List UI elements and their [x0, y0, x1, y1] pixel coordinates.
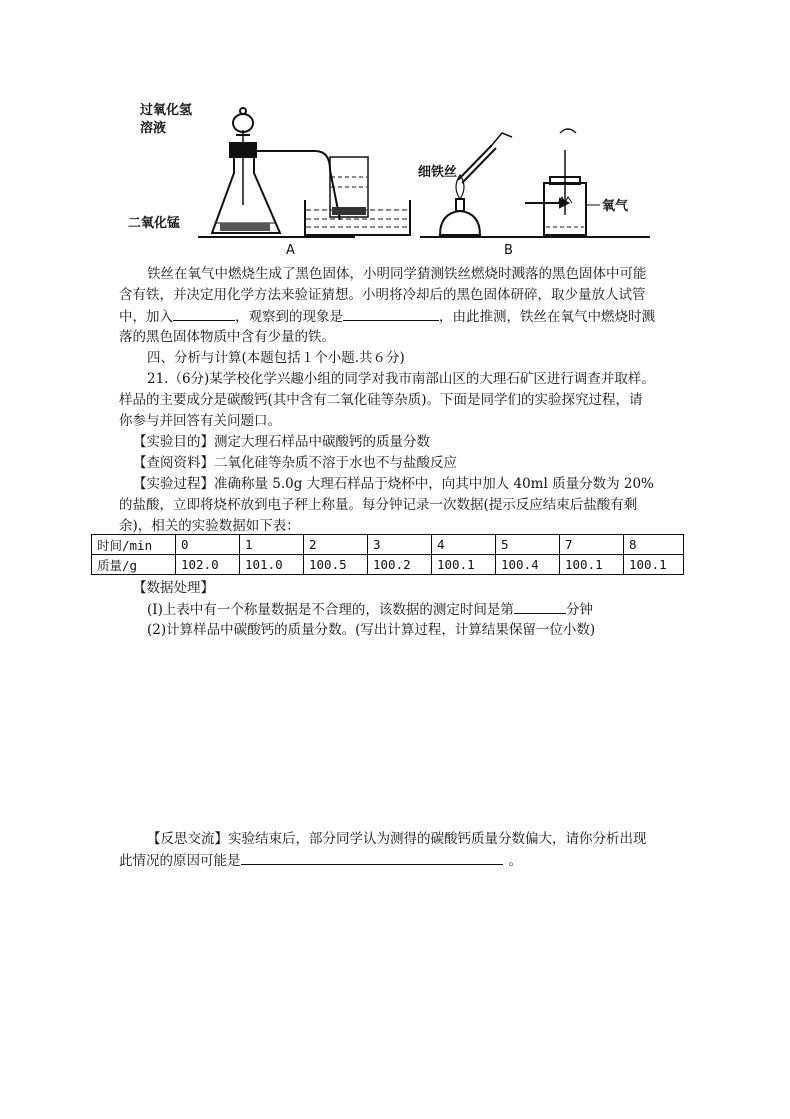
process-line-2: 的盐酸，立即将烧杯放到电子秤上称量。每分钟记录一次数据(提示反应结束后盐酸有剩 — [119, 497, 638, 513]
reflection-line-2a: 此情况的原因可能是 — [119, 853, 241, 869]
phenomenon-blank[interactable] — [343, 306, 439, 321]
process-line-1: 【实验过程】准确称量 5.0g 大理石样品于烧杯中，向其中加人 40ml 质量分数为 20% — [133, 476, 654, 492]
question-1a: (I)上表中有一个称量数据是不合理的，该数据的测定时间是第 — [147, 602, 514, 618]
label-h2o2: 过氧化氢 — [140, 103, 193, 118]
iron-line-4: 落的黑色固体物质中含有少量的铁。 — [119, 329, 335, 345]
figure-apparatus — [128, 95, 680, 260]
reason-blank[interactable] — [241, 850, 503, 865]
table-cell: 100.4 — [496, 555, 560, 575]
reference: 【查阅资料】二氧化硅等杂质不溶于水也不与盐酸反应 — [133, 455, 457, 471]
table-cell: 5 — [496, 535, 560, 555]
minute-blank[interactable] — [514, 599, 566, 614]
table-header-time: 时间/min — [92, 535, 176, 555]
reflection-line-1: 【反思交流】实验结束后，部分同学认为测得的碳酸钙质量分数偏大，请你分析出现 — [147, 831, 647, 847]
table-header-mass: 质量/g — [92, 555, 176, 575]
table-cell: 100.5 — [304, 555, 368, 575]
question-1 — [147, 599, 593, 621]
iron-line-3b: ，观察到的现象是 — [235, 309, 343, 325]
table-cell: 100.1 — [432, 555, 496, 575]
apparatus-drawing — [140, 95, 680, 260]
table-cell: 1 — [240, 535, 304, 555]
section-heading: 四、分析与计算(本题包括１个小题.共６分) — [147, 350, 405, 366]
iron-line-3a: 中，加入 — [119, 309, 173, 325]
q21-line-1: 21.（6分)某学校化学兴趣小组的同学对我市南部山区的大理石矿区进行调查并取样。 — [147, 371, 655, 387]
iron-line-2: 含有铁，并决定用化学方法来验证猜想。小明将冷却后的黑色固体研碎，取少量放人试管 — [119, 287, 646, 303]
table-row-mass — [92, 555, 684, 575]
reflection-line-2 — [119, 850, 522, 872]
label-oxygen: 氧气 — [602, 199, 629, 214]
iron-line-3 — [119, 306, 655, 328]
label-iron-wire: 细铁丝 — [418, 165, 458, 180]
table-cell: 0 — [176, 535, 240, 555]
label-a: A — [286, 243, 295, 258]
table-row-time — [92, 535, 684, 555]
purpose: 【实验目的】测定大理石样品中碳酸钙的质量分数 — [133, 434, 430, 450]
table-cell: 102.0 — [176, 555, 240, 575]
reagent-blank[interactable] — [173, 306, 235, 321]
data-table — [91, 534, 684, 575]
iron-line-3c: ，由此推测，铁丝在氧气中燃烧时溅 — [439, 309, 655, 325]
data-processing-heading: 【数据处理】 — [133, 580, 214, 596]
table-cell: 100.2 — [368, 555, 432, 575]
table-cell: 101.0 — [240, 555, 304, 575]
question-2: (2)计算样品中碳酸钙的质量分数。(写出计算过程，计算结果保留一位小数) — [147, 622, 596, 638]
process-line-3: 余)，相关的实验数据如下表： — [119, 518, 300, 534]
table-cell: 100.1 — [624, 555, 684, 575]
table-cell: 100.1 — [560, 555, 624, 575]
label-solution: 溶液 — [140, 121, 167, 136]
table-cell: 8 — [624, 535, 684, 555]
label-mno2: 二氧化锰 — [128, 216, 181, 231]
reflection-line-2b: 。 — [508, 853, 522, 869]
q21-line-2: 样品的主要成分是碳酸钙(其中含有二氧化硅等杂质)。下面是同学们的实验探究过程，请 — [119, 392, 643, 408]
table-cell: 3 — [368, 535, 432, 555]
table-cell: 4 — [432, 535, 496, 555]
question-1b: 分钟 — [565, 602, 593, 618]
table-cell: 2 — [304, 535, 368, 555]
iron-line-1: 铁丝在氧气中燃烧生成了黑色固体，小明同学猜测铁丝燃烧时溅落的黑色固体中可能 — [147, 266, 647, 282]
q21-line-3: 你参与并回答有关问题口。 — [119, 413, 281, 429]
label-b: B — [504, 243, 513, 258]
table-cell: 7 — [560, 535, 624, 555]
